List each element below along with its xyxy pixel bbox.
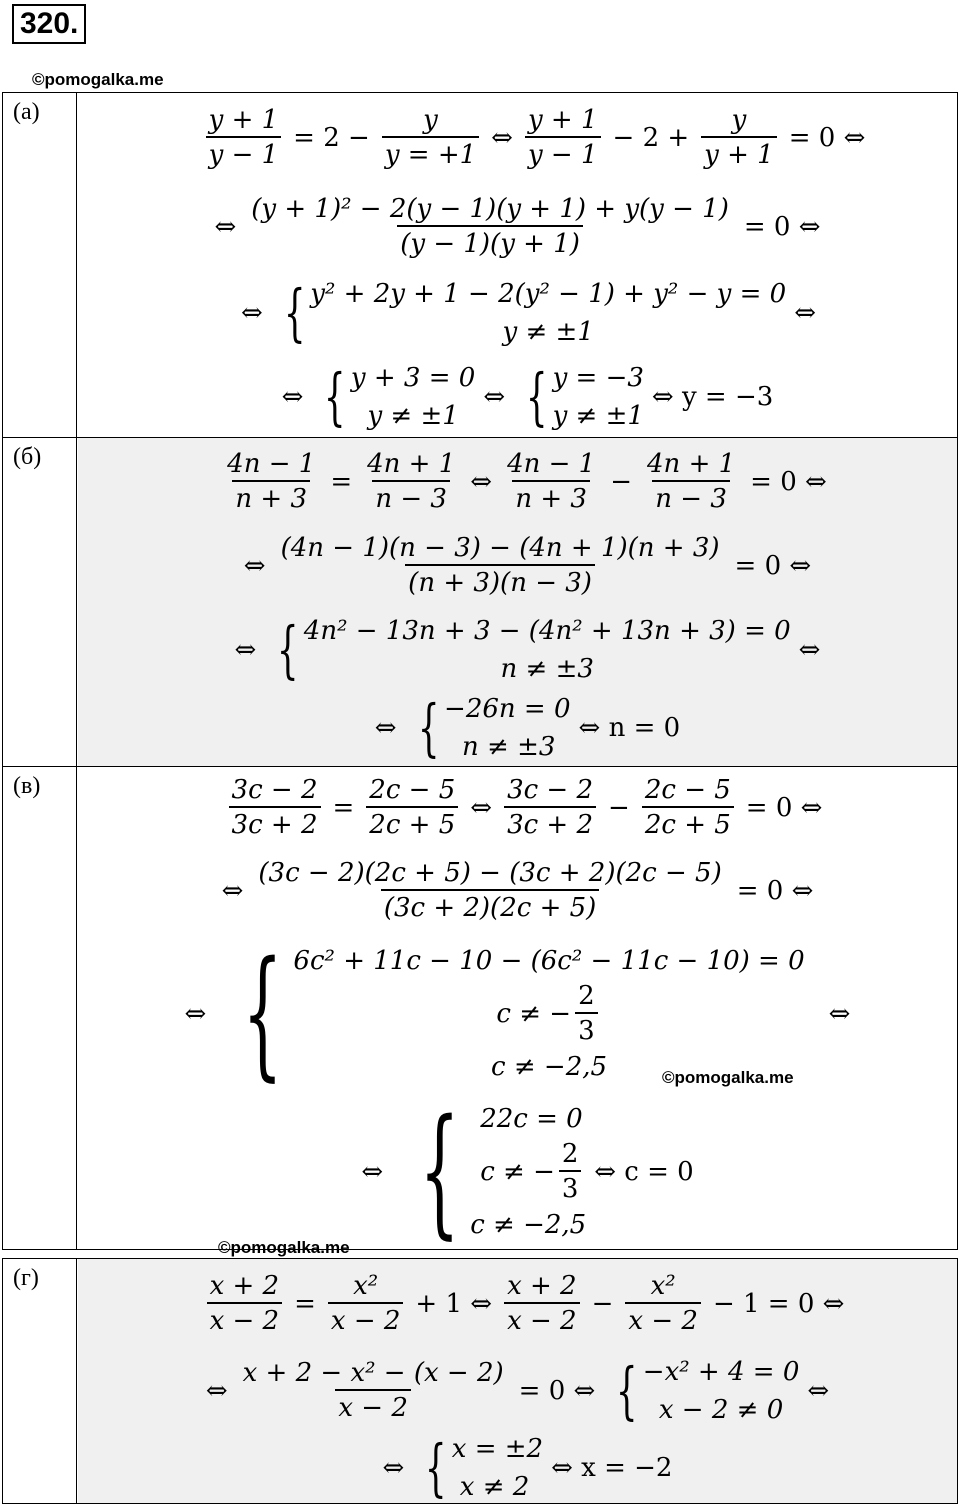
part-label: (б) [13, 444, 42, 470]
problem-number: 320. [12, 4, 86, 44]
equation-line: $\frac{3c - 2}{3c + 2}$ = $\frac{2c - 5}{2c + 5}$ ⇔ $\frac{3c - 2}{3c + 2}$ − $\frac{2c - 5}{2c + 5}$ = 0 ⇔ [78, 767, 957, 849]
equation-line: $\frac{y + 1}{y - 1}$ = 2 − $\frac{y}{y = +1}$ ⇔ $\frac{y + 1}{y - 1}$ − 2 + $\frac{y}{y + 1}$ = 0 ⇔ [78, 95, 957, 181]
equation-line: ⇔ { 6c² + 11c − 10 − (6c² − 11c − 10) = 0 c ≠ − $\frac{2}{3}$ c ≠ −2,5 ⇔ [184, 932, 851, 1095]
equation-line: ⇔ { y + 3 = 0 y ≠ ±1 ⇔ { y = −3 y ≠ ±1 ⇔ y = −3 [281, 360, 774, 433]
solution-cell [78, 1259, 957, 1503]
watermark-bottom: ©pomogalka.me [218, 1238, 350, 1257]
equation-line: ⇔ $\frac{(4n - 1)(n - 3) - (4n + 1)(n + 3)}{(n + 3)(n - 3)}$ = 0 ⇔ [243, 533, 812, 598]
watermark-middle: ©pomogalka.me [662, 1068, 794, 1087]
part-c-row [2, 766, 958, 1253]
part-label: (г) [13, 1265, 39, 1291]
part-label: (в) [13, 773, 41, 799]
equation-line: $\frac{4n - 1}{n + 3}$ = $\frac{4n + 1}{n - 3}$ ⇔ $\frac{4n - 1}{n + 3}$ − $\frac{4n + 1}{n - 3}$ = 0 ⇔ [227, 449, 827, 514]
equation-line: ⇔ { y² + 2y + 1 − 2(y² − 1) + y² − y = 0 y ≠ ±1 ⇔ [241, 276, 816, 349]
solution-cell [78, 438, 957, 766]
equation-line: ⇔ { 4n² − 13n + 3 − (4n² + 13n + 3) = 0 n ≠ ±3 ⇔ [234, 613, 821, 686]
equation-line: ⇔ $\frac{(3c - 2)(2c + 5) - (3c + 2)(2c - 5)}{(3c + 2)(2c + 5)}$ = 0 ⇔ [221, 858, 814, 923]
part-label: (а) [13, 99, 40, 125]
equation-line: ⇔ { 22c = 0 c ≠ − $\frac{2}{3}$ c ≠ −2,5 ⇔ c = 0 [361, 1090, 694, 1253]
part-d-row [2, 1258, 958, 1504]
solution-cell [78, 767, 957, 1253]
solution-cell [78, 93, 957, 437]
equation-line: ⇔ $\frac{\text{(y + 1)² − 2(y − 1)(y + 1) + y(y − 1)}}{(y - 1)(y + 1)}$ = 0 ⇔ [214, 194, 821, 259]
equation-line: ⇔ $\frac{\text{x + 2 − x² − (x − 2)}}{x - 2}$ = 0 ⇔ { −x² + 4 = 0 x − 2 ≠ 0 ⇔ [205, 1354, 830, 1427]
equation-line: ⇔ { −26n = 0 n ≠ ±3 ⇔ n = 0 [374, 691, 681, 764]
equation-line: ⇔ { x = ±2 x ≠ 2 ⇔ x = −2 [382, 1431, 673, 1504]
part-a-row [2, 92, 958, 438]
equation-line: $\frac{x + 2}{x - 2}$ = $\frac{\text{x²}}{x - 2}$ + 1 ⇔ $\frac{x + 2}{x - 2}$ − $\frac{\text{x²}}{x - 2}$ − 1 = 0 ⇔ [78, 1261, 957, 1347]
watermark-top: ©pomogalka.me [32, 70, 164, 89]
part-b-row [2, 437, 958, 767]
